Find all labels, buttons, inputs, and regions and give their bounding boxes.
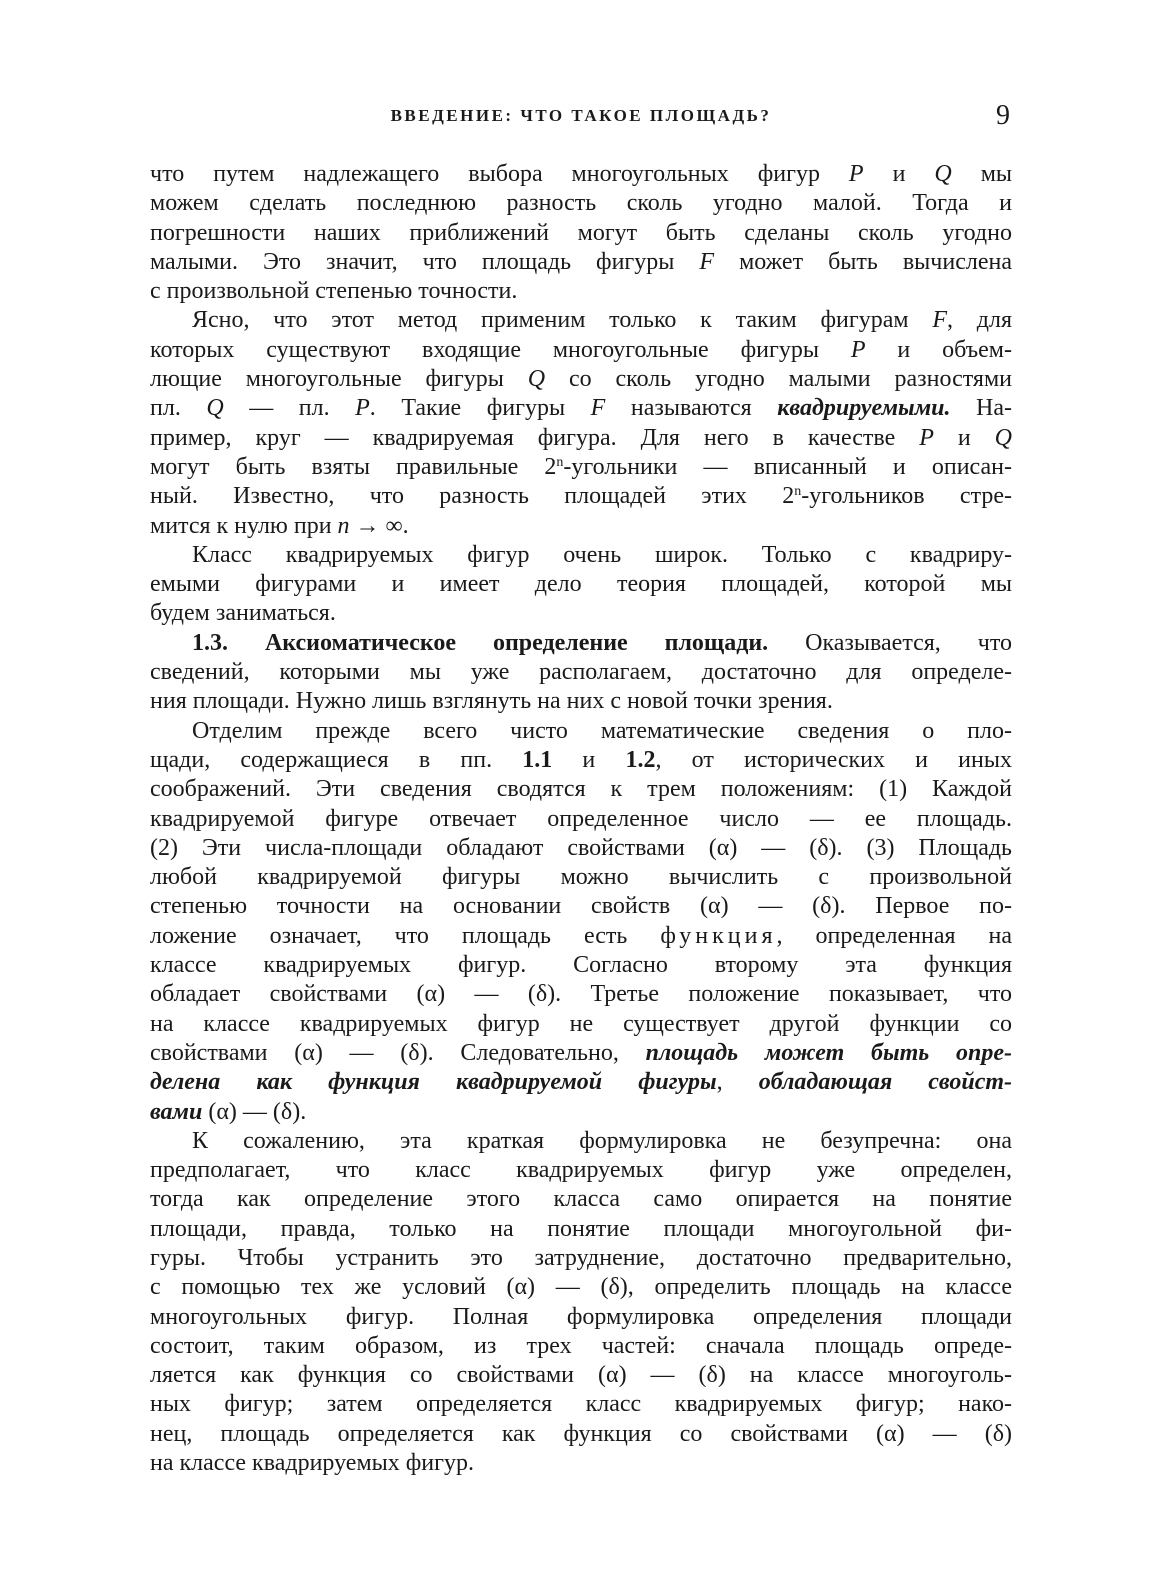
paragraph: [150, 541, 1012, 629]
text-line: степенью точности на основании свойств (α) — (δ). Первое по-: [150, 893, 1012, 920]
text-line: тогда как определение этого класса само опирается на понятие: [150, 1186, 1012, 1213]
paragraph: [150, 717, 1012, 1127]
text-line: лющие многоугольные фигуры Q со сколь угодно малыми разностями: [150, 366, 1012, 393]
text-line: с помощью тех же условий (α) — (δ), определить площадь на классе: [150, 1274, 1012, 1301]
text-line: ния площади. Нужно лишь взглянуть на них с новой точки зрения.: [150, 688, 833, 715]
text-line: ложение означает, что площадь есть функция, определенная на: [150, 922, 1012, 949]
text-line: 1.3. Аксиоматическое определение площади. Оказывается, что: [192, 629, 1012, 656]
paragraph: [150, 306, 1012, 540]
text-line: свойствами (α) — (δ). Следовательно, площадь может быть опре-: [150, 1039, 1012, 1066]
text-line: (2) Эти числа-площади обладают свойствами (α) — (δ). (3) Площадь: [150, 834, 1012, 861]
text-line: можем сделать последнюю разность сколь угодно малой. Тогда и: [150, 190, 1012, 217]
text-line: ных фигур; затем определяется класс квадрируемых фигур; нако-: [150, 1391, 1012, 1418]
text-line: щади, содержащиеся в пп. 1.1 и 1.2, от исторических и иных: [150, 746, 1012, 773]
text-line: емыми фигурами и имеет дело теория площадей, которой мы: [150, 571, 1012, 598]
text-line: что путем надлежащего выбора многоугольных фигур P и Q мы: [150, 161, 1012, 187]
text-line: малыми. Это значит, что площадь фигуры F может быть вычислена: [150, 248, 1012, 275]
text-line: гуры. Чтобы устранить это затруднение, достаточно предварительно,: [150, 1244, 1012, 1271]
text-line: предполагает, что класс квадрируемых фигур уже определен,: [150, 1157, 1012, 1184]
text-line: делена как функция квадрируемой фигуры, обладающая свойст-: [150, 1069, 1012, 1096]
text-line: которых существуют входящие многоугольные фигуры P и объем-: [150, 336, 1012, 363]
text-line: соображений. Эти сведения сводятся к трем положениям: (1) Каждой: [150, 776, 1012, 803]
text-line: ляется как функция со свойствами (α) — (δ) на классе многоуголь-: [150, 1362, 1012, 1389]
text-line: квадрируемой фигуре отвечает определенное число — ее площадь.: [150, 805, 1012, 832]
text-line: любой квадрируемой фигуры можно вычислить с произвольной: [150, 864, 1012, 891]
page-body: [150, 160, 1012, 1478]
text-line: пл. Q — пл. P. Такие фигуры F называются квадрируемыми. На-: [150, 395, 1012, 422]
text-line: могут быть взяты правильные 2$^n$-угольники — вписанный и описан-: [150, 453, 1012, 480]
text-line: Класс квадрируемых фигур очень широк. Только с квадриру-: [192, 541, 1012, 568]
paragraph: [150, 629, 1012, 717]
text-line: вами (α) — (δ).: [150, 1098, 307, 1125]
text-line: площади, правда, только на понятие площади многоугольной фи-: [150, 1215, 1012, 1242]
text-line: обладает свойствами (α) — (δ). Третье положение показывает, что: [150, 981, 1012, 1008]
text-line: на классе квадрируемых фигур не существует другой функции со: [150, 1010, 1012, 1037]
paragraph: [150, 1127, 1012, 1479]
page-number: 9: [996, 100, 1010, 131]
page-header: [150, 100, 1012, 134]
text-line: с произвольной степенью точности.: [150, 278, 518, 305]
text-line: Отделим прежде всего чисто математические сведения о пло-: [192, 717, 1012, 744]
text-line: на классе квадрируемых фигур.: [150, 1450, 474, 1477]
text-line: нец, площадь определяется как функция со свойствами (α) — (δ): [150, 1420, 1012, 1447]
text-line: пример, круг — квадрируемая фигура. Для него в качестве P и Q: [150, 424, 1012, 451]
paragraph: [150, 160, 1012, 306]
text-line: К сожалению, эта краткая формулировка не безупречна: она: [192, 1127, 1012, 1154]
text-line: сведений, которыми мы уже располагаем, достаточно для определе-: [150, 659, 1012, 686]
text-line: будем заниматься.: [150, 600, 336, 627]
text-line: состоит, таким образом, из трех частей: сначала площадь опреде-: [150, 1332, 1012, 1359]
text-line: погрешности наших приближений могут быть сделаны сколь угодно: [150, 219, 1012, 246]
text-line: мится к нулю при n → ∞.: [150, 512, 409, 539]
text-line: Ясно, что этот метод применим только к таким фигурам F, для: [192, 307, 1012, 334]
text-line: ный. Известно, что разность площадей этих 2$^n$-угольников стре-: [150, 483, 1012, 510]
text-line: многоугольных фигур. Полная формулировка определения площади: [150, 1303, 1012, 1330]
running-title: ВВЕДЕНИЕ: ЧТО ТАКОЕ ПЛОЩАДЬ?: [390, 106, 772, 125]
text-line: классе квадрируемых фигур. Согласно второму эта функция: [150, 952, 1012, 979]
